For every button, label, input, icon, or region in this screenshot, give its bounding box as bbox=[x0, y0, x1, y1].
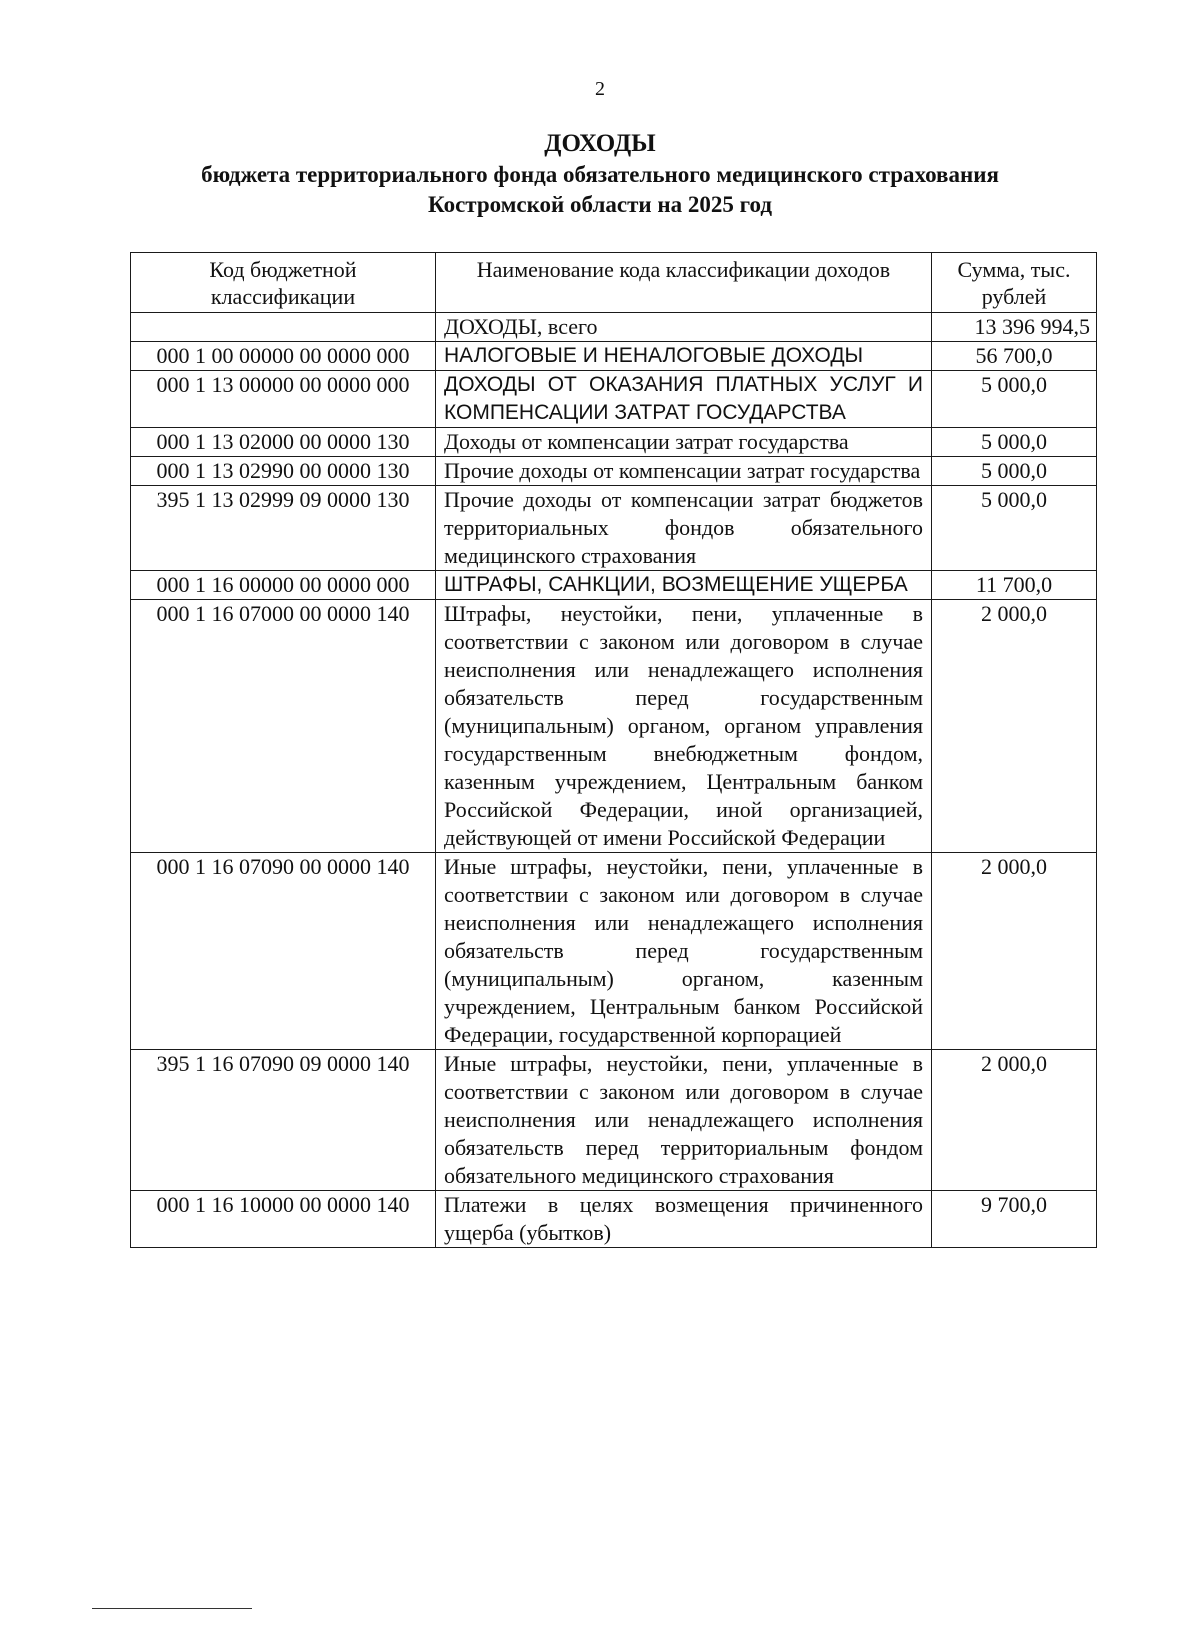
header-name: Наименование кода классификации доходов bbox=[436, 253, 932, 313]
income-table bbox=[130, 252, 1097, 1248]
table-header-row bbox=[131, 253, 1097, 313]
heading-subtitle-line1: бюджета территориального фонда обязательного медицинского страхования bbox=[201, 162, 999, 187]
table-row bbox=[131, 371, 1097, 428]
row-name: Иные штрафы, неустойки, пени, уплаченные в соответствии с законом или договором в случае неисполнения или ненадлежащего исполнения обязательств перед государственным (муниципальным) органом, казенным учреждением, Центральным банком Российской Федерации, государственной корпорацией bbox=[436, 853, 932, 1050]
row-sum: 5 000,0 bbox=[932, 457, 1097, 486]
table-row bbox=[131, 486, 1097, 571]
document-heading bbox=[0, 128, 1200, 220]
row-sum: 2 000,0 bbox=[932, 1050, 1097, 1191]
row-code: 395 1 16 07090 09 0000 140 bbox=[131, 1050, 436, 1191]
row-sum: 5 000,0 bbox=[932, 486, 1097, 571]
row-code: 395 1 13 02999 09 0000 130 bbox=[131, 486, 436, 571]
row-code: 000 1 13 00000 00 0000 000 bbox=[131, 371, 436, 428]
heading-title: ДОХОДЫ bbox=[544, 130, 656, 157]
page-number: 2 bbox=[595, 78, 605, 100]
row-sum: 5 000,0 bbox=[932, 428, 1097, 457]
row-sum: 2 000,0 bbox=[932, 600, 1097, 853]
header-sum: Сумма, тыс. рублей bbox=[932, 253, 1097, 313]
row-sum: 13 396 994,5 bbox=[932, 313, 1097, 342]
row-sum: 2 000,0 bbox=[932, 853, 1097, 1050]
table-row bbox=[131, 853, 1097, 1050]
row-name: ДОХОДЫ, всего bbox=[436, 313, 932, 342]
row-sum: 11 700,0 bbox=[932, 571, 1097, 600]
table-row bbox=[131, 342, 1097, 371]
table-row bbox=[131, 571, 1097, 600]
row-name: Доходы от компенсации затрат государства bbox=[436, 428, 932, 457]
row-code bbox=[131, 313, 436, 342]
row-name: Штрафы, неустойки, пени, уплаченные в соответствии с законом или договором в случае неисполнения или ненадлежащего исполнения обязательств перед государственным (муниципальным) органом, органом управления государственным внебюджетным фондом, казенным учреждением, Центральным банком Российской Федерации, иной организацией, действующей от имени Российской Федерации bbox=[436, 600, 932, 853]
row-code: 000 1 16 07090 00 0000 140 bbox=[131, 853, 436, 1050]
row-name: Платежи в целях возмещения причиненного ущерба (убытков) bbox=[436, 1191, 932, 1248]
table-row bbox=[131, 600, 1097, 853]
table-row bbox=[131, 457, 1097, 486]
row-name: ШТРАФЫ, САНКЦИИ, ВОЗМЕЩЕНИЕ УЩЕРБА bbox=[436, 571, 932, 600]
header-code: Код бюджетной классификации bbox=[131, 253, 436, 313]
table-row bbox=[131, 428, 1097, 457]
row-code: 000 1 00 00000 00 0000 000 bbox=[131, 342, 436, 371]
row-sum: 5 000,0 bbox=[932, 371, 1097, 428]
row-code: 000 1 13 02990 00 0000 130 bbox=[131, 457, 436, 486]
heading-subtitle-line2: Костромской области на 2025 год bbox=[428, 192, 772, 217]
row-name: НАЛОГОВЫЕ И НЕНАЛОГОВЫЕ ДОХОДЫ bbox=[436, 342, 932, 371]
row-name: Иные штрафы, неустойки, пени, уплаченные в соответствии с законом или договором в случае неисполнения или ненадлежащего исполнения обязательств перед территориальным фондом обязательного медицинского страхования bbox=[436, 1050, 932, 1191]
row-code: 000 1 13 02000 00 0000 130 bbox=[131, 428, 436, 457]
row-name: Прочие доходы от компенсации затрат государства bbox=[436, 457, 932, 486]
row-code: 000 1 16 07000 00 0000 140 bbox=[131, 600, 436, 853]
table-row bbox=[131, 1191, 1097, 1248]
footnote-separator bbox=[92, 1608, 252, 1609]
row-name: Прочие доходы от компенсации затрат бюджетов территориальных фондов обязательного медицинского страхования bbox=[436, 486, 932, 571]
row-sum: 9 700,0 bbox=[932, 1191, 1097, 1248]
row-code: 000 1 16 00000 00 0000 000 bbox=[131, 571, 436, 600]
row-sum: 56 700,0 bbox=[932, 342, 1097, 371]
table-row bbox=[131, 313, 1097, 342]
row-code: 000 1 16 10000 00 0000 140 bbox=[131, 1191, 436, 1248]
row-name: ДОХОДЫ ОТ ОКАЗАНИЯ ПЛАТНЫХ УСЛУГ И КОМПЕНСАЦИИ ЗАТРАТ ГОСУДАРСТВА bbox=[436, 371, 932, 428]
table-row bbox=[131, 1050, 1097, 1191]
